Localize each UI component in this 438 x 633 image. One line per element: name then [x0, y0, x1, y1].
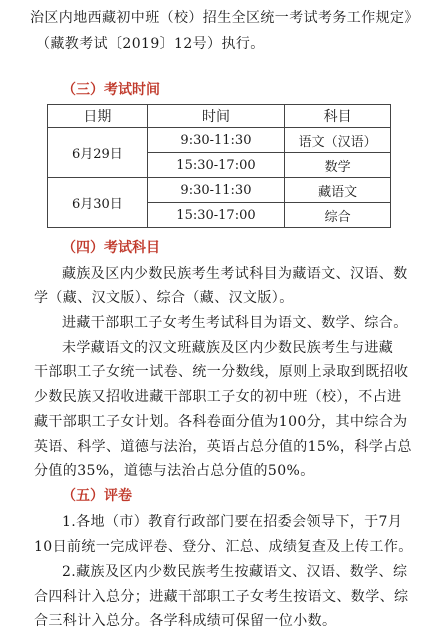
header-time: 时间 [147, 105, 285, 128]
section5-line-2: 10日前统一完成评卷、登分、汇总、成绩复查及上传工作。 [34, 539, 413, 555]
section4-line-8: 英语、科学、道德与法治，英语占总分值的15%，科学占总 [34, 439, 412, 455]
section5-heading: （五）评卷 [62, 488, 132, 504]
section4-line-3: 进藏干部职工子女考生考试科目为语文、数学、综合。 [62, 315, 408, 331]
section4-line-4: 未学藏语文的汉文班藏族及区内少数民族考生与进藏 [62, 340, 394, 356]
exam-schedule-table [47, 104, 391, 228]
section3-heading: （三）考试时间 [62, 82, 160, 98]
section4-line-6: 少数民族又招收进藏干部职工子女的初中班（校），不占进 [34, 389, 402, 405]
header-subject: 科目 [285, 105, 391, 128]
section4-line-5: 干部职工子女统一试卷、统一分数线，原则上录取到既招收 [34, 364, 409, 380]
time-cell: 15:30-17:00 [147, 203, 285, 228]
section5-line-1: 1.各地（市）教育行政部门要在招委会领导下，于7月 [62, 514, 403, 530]
subject-cell: 综合 [285, 203, 391, 228]
time-cell: 15:30-17:00 [147, 153, 285, 178]
time-cell: 9:30-11:30 [147, 178, 285, 203]
header-date: 日期 [48, 105, 148, 128]
subject-cell: 数学 [285, 153, 391, 178]
table-row [48, 128, 391, 153]
table-row [48, 178, 391, 203]
section5-line-5: 合三科计入总分。各学科成绩可保留一位小数。 [34, 613, 337, 629]
table-header-row [48, 105, 391, 128]
intro-line-2: （藏教考试〔2019〕12号）执行。 [36, 36, 265, 52]
section4-heading: （四）考试科目 [62, 240, 160, 256]
date-cell: 6月30日 [48, 178, 148, 228]
section4-line-2: 学（藏、汉文版）、综合（藏、汉文版）。 [34, 290, 294, 306]
section4-line-1: 藏族及区内少数民族考生考试科目为藏语文、汉语、数 [62, 266, 408, 282]
section4-line-7: 藏干部职工子女计划。各科卷面分值为100分，其中综合为 [34, 414, 408, 430]
date-cell: 6月29日 [48, 128, 148, 178]
section5-line-4: 合四科计入总分；进藏干部职工子女考生按语文、数学、综 [34, 589, 409, 605]
subject-cell: 藏语文 [285, 178, 391, 203]
section5-line-3: 2.藏族及区内少数民族考生按藏语文、汉语、数学、综 [62, 564, 408, 580]
subject-cell: 语文（汉语） [285, 128, 391, 153]
intro-line-1: 治区内地西藏初中班（校）招生全区统一考试考务工作规定》 [30, 10, 419, 26]
section4-line-9: 分值的35%，道德与法治占总分值的50%。 [34, 463, 315, 479]
time-cell: 9:30-11:30 [147, 128, 285, 153]
